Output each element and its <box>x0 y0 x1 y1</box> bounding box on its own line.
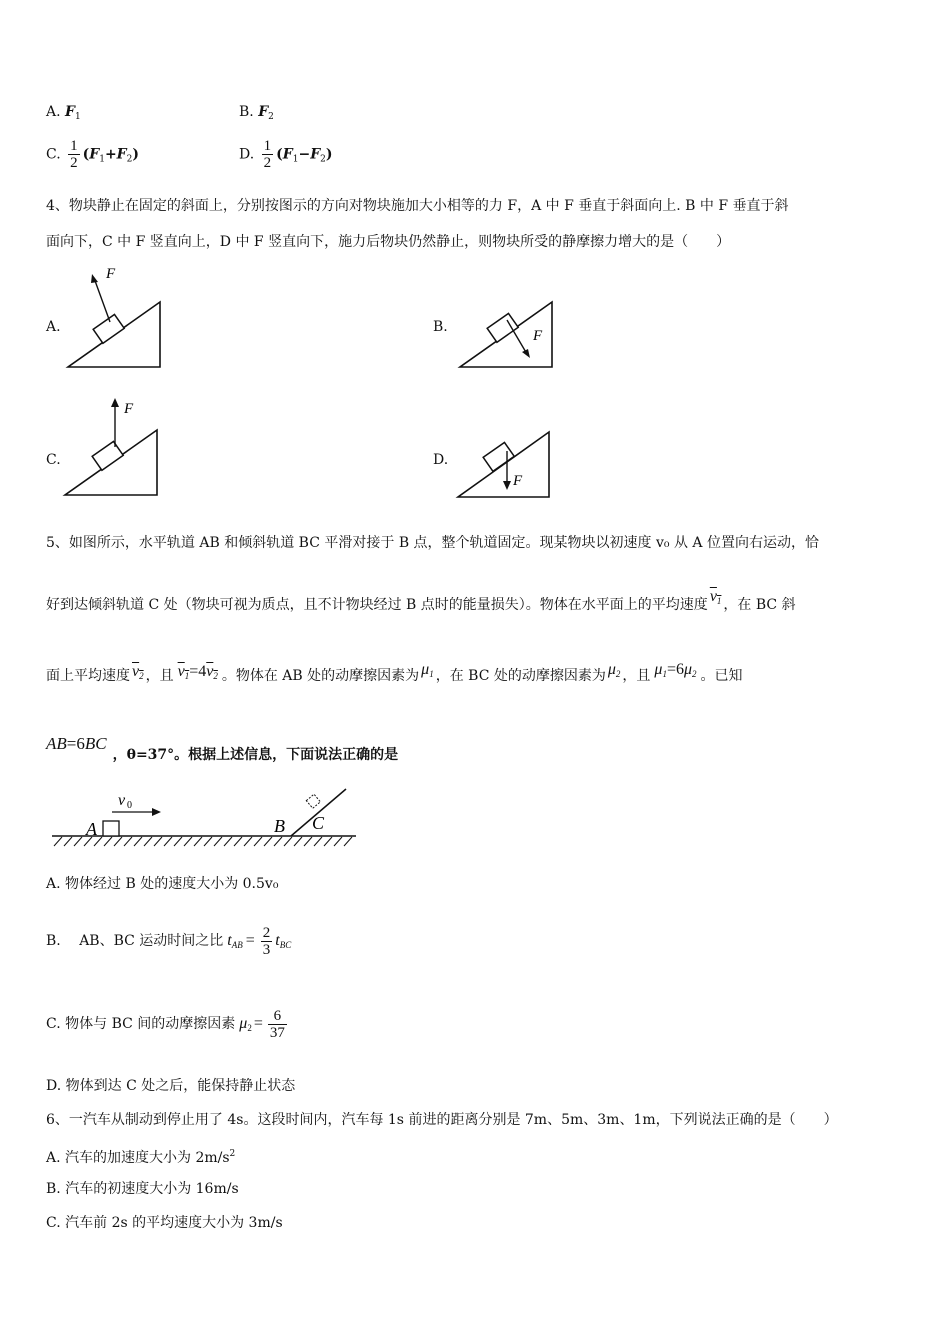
q4-diagram-b <box>455 292 565 372</box>
q5-stem-line3: 面上平均速度 $v_2$ ，且 $v_1=4v_2$ 。物体在 AB 处的动摩擦因素为 $\mu_1$ ，在 BC 处的动摩擦因素为 $\mu_2$ ，且 $\mu_1=6\mu_2$ 。已知 <box>46 661 743 684</box>
q3-option-b: B. $F_2$ <box>239 104 274 122</box>
svg-text:A: A <box>86 819 97 839</box>
q6-option-a: A. 汽车的加速度大小为 $2m/s^2$ <box>46 1149 236 1166</box>
q5-option-a: A. 物体经过 B 处的速度大小为 0.5v₀ <box>46 876 279 892</box>
q5-stem-line2: 好到达倾斜轨道 C 处（物块可视为质点，且不计物块经过 B 点时的能量损失）。物体在水平面上的平均速度 $v_1$ ，在 BC 斜 <box>46 588 796 613</box>
q5-stem-line4: AB=6BC，θ=37°。根据上述信息，下面说法正确的是 <box>46 734 399 763</box>
q4-stem-line1: 4、物块静止在固定的斜面上，分别按图示的方向对物块施加大小相等的力 F，A 中 F 垂直于斜面向上. B 中 F 垂直于斜 <box>46 198 789 214</box>
svg-text:B: B <box>274 816 285 836</box>
q5-stem-line1: 5、如图所示，水平轨道 AB 和倾斜轨道 BC 平滑对接于 B 点，整个轨道固定。现某物块以初速度 v₀ 从 A 位置向右运动，恰 <box>46 535 819 551</box>
q3-option-a: A. $F_1$ <box>46 104 81 122</box>
q4-label-a: A. <box>46 319 61 335</box>
q5-track-diagram <box>48 785 368 855</box>
svg-text:C: C <box>312 813 325 833</box>
q4-label-c: C. <box>46 452 61 468</box>
q6-option-b: B. 汽车的初速度大小为 16m/s <box>46 1181 239 1197</box>
q4-diagram-d <box>455 425 565 503</box>
q4-diagram-a <box>60 262 170 372</box>
q5-option-d: D. 物体到达 C 处之后，能保持静止状态 <box>46 1078 296 1094</box>
svg-text:F: F <box>533 328 543 344</box>
q5-option-b: B. AB、BC 运动时间之比 $t_{AB}$ = $\frac{2}{3}$ $t_{BC}$ <box>46 924 292 958</box>
q4-diagram-c <box>60 395 170 500</box>
svg-text:F: F <box>106 266 116 282</box>
svg-text:v: v <box>118 792 126 809</box>
q6-option-c: C. 汽车前 2s 的平均速度大小为 3m/s <box>46 1215 283 1231</box>
svg-text:F: F <box>124 401 134 417</box>
svg-text:0: 0 <box>127 800 132 811</box>
q3-option-d: D. $\frac{1}{2}$ $(F_1-F_2)$ <box>239 138 333 171</box>
q6-stem: 6、一汽车从制动到停止用了 4s。这段时间内，汽车每 1s 前进的距离分别是 7m、5m、3m、1m，下列说法正确的是（ ） <box>46 1112 838 1128</box>
q5-option-c: C. 物体与 BC 间的动摩擦因素 $\mu_2$ = $\frac{6}{37}$ <box>46 1007 285 1041</box>
q4-stem-line2: 面向下，C 中 F 竖直向上，D 中 F 竖直向下，施力后物块仍然静止，则物块所受的静摩擦力增大的是（ ） <box>46 234 731 250</box>
q4-label-b: B. <box>433 319 448 335</box>
svg-text:F: F <box>513 473 523 489</box>
q3-option-c: C. $\frac{1}{2}$ $(F_1+F_2)$ <box>46 138 139 171</box>
q4-label-d: D. <box>433 452 449 468</box>
